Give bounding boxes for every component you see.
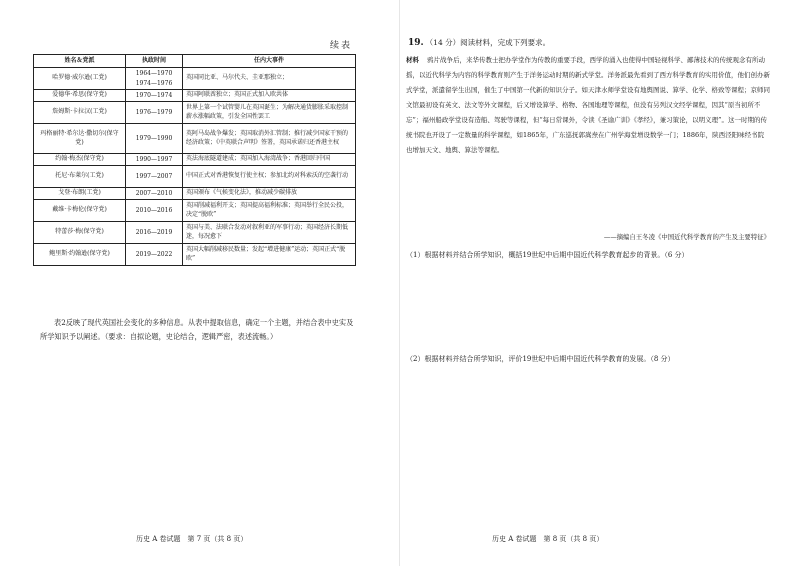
cell-term — [126, 90, 183, 102]
table-row — [34, 222, 356, 244]
term-years: 1990—1997 — [135, 155, 173, 163]
term-years: 1964—1970 — [135, 69, 173, 77]
cell-events: 英国与美、法联合发动对叙利亚的军事行动；英国经济长期低迷，每况愈下 — [183, 222, 356, 244]
material-text: 鸦片战争后，来华传教士把办学堂作为传教的重要手段，西学的涌入也使得中国轻视科学、鄙薄技术的传统观念有所动摇，以近代科学为内容的科学教育则产生于洋务运动时期的新式学堂。洋务派最先看到了西方科学教育的实用价值，他们创办新式学堂，派遣留学生出国，催生了中国第一代新的知识分子。如天津水师学堂设有地舆图说、算学、化学、格致等课程；京师同文馆最初设有英文、法文等外文课程，后又增设算学、格物、各国地理等课程，但没有另列汉文经学课程，因其“原当初所不忘”；福州船政学堂设有造船、驾驶等课程，但“每日常课外，令读《圣谕广训》《孝经》，兼习策论，以明义理”。这一时期的传统书院也开设了一定数量的科学课程，如1865年，广东巡抚郭嵩焘在广州学海堂增设数学一门；1886年，陕西泾阳味经书院也增加天文、地舆、算法等课程。 — [406, 56, 770, 154]
term-years: 2016—2019 — [135, 228, 173, 236]
page-footer-8: 历史 A 卷试题 第 8 页（共 8 页） — [492, 535, 604, 543]
table-row — [34, 188, 356, 200]
events-table — [33, 54, 356, 266]
material-source: ——摘编自王冬凌《中国近代科学教育的产生及主要特征》 — [603, 233, 770, 241]
term-years: 1970—1974 — [135, 91, 173, 99]
material-passage — [406, 53, 770, 158]
cell-term — [126, 68, 183, 90]
cell-name-party: 约翰·梅杰(保守党) — [34, 154, 126, 166]
cell-events: 英国削减福利开支；英国提高福利标准；英国举行全民公投，决定“脱欧” — [183, 200, 356, 222]
cell-name-party: 玛格丽特·希尔达·撒切尔(保守党) — [34, 124, 126, 154]
table-row — [34, 90, 356, 102]
cell-term — [126, 154, 183, 166]
sub-question-2: （2）根据材料并结合所学知识，评价19世纪中后期中国近代科学教育的发展。（8 分） — [406, 355, 675, 363]
cell-events: 英法海底隧道建成；英国加入海湾战争；香港回归中国 — [183, 154, 356, 166]
cell-term — [126, 244, 183, 266]
table-row — [34, 154, 356, 166]
cell-name-party: 詹姆斯·卡拉汉(工党) — [34, 102, 126, 124]
cell-events: 英国颁布《气候变化法》，推动减少碳排放 — [183, 188, 356, 200]
cell-term — [126, 188, 183, 200]
term-years: 1997—2007 — [135, 172, 173, 180]
question-instruction: （14 分）阅读材料，完成下列要求。 — [425, 38, 551, 47]
right-page — [400, 0, 800, 566]
essay-task: 表2反映了现代英国社会变化的多种信息。从表中提取信息，确定一个主题，并结合表中史实及所学知识予以阐述。（要求：自拟论题，史论结合，逻辑严密，表述流畅。） — [40, 318, 354, 341]
cell-name-party: 爱德华·希思(保守党) — [34, 90, 126, 102]
cell-events: 英国同比亚、马尔代夫、圭亚那独立； — [183, 68, 356, 90]
table-row — [34, 244, 356, 266]
term-years: 1976—1979 — [135, 108, 173, 116]
material-label: 材料 — [406, 56, 419, 64]
term-years: 2007—2010 — [135, 189, 173, 197]
cell-term — [126, 124, 183, 154]
header-events: 任内大事件 — [183, 55, 356, 68]
cell-events: 中国正式对香港恢复行使主权；参加北约对科索沃的空袭行动 — [183, 166, 356, 188]
page-footer-7: 历史 A 卷试题 第 7 页（共 8 页） — [136, 535, 248, 543]
table-row — [34, 102, 356, 124]
cell-name-party: 托尼·布莱尔(工党) — [34, 166, 126, 188]
table-row — [34, 166, 356, 188]
term-years: 1974—1976 — [135, 79, 173, 87]
question-19-head — [408, 37, 550, 48]
question-number: 19. — [408, 38, 424, 48]
cell-events: 英国阿联酋独立；英国正式加入欧共体 — [183, 90, 356, 102]
cell-name-party: 戴维·卡梅伦(保守党) — [34, 200, 126, 222]
cell-name-party: 戈登·布朗(工党) — [34, 188, 126, 200]
term-years: 1979—1990 — [135, 134, 173, 142]
cell-name-party: 特蕾莎·梅(保守党) — [34, 222, 126, 244]
cell-name-party: 哈罗德·威尔逊(工党) — [34, 68, 126, 90]
sub-question-1: （1）根据材料并结合所学知识，概括19世纪中后期中国近代科学教育起步的背景。（6 分） — [406, 251, 689, 259]
cell-events: 英阿马岛战争爆发；英国取消外汇管制；推行减少国家干预的经济政策；《中英联合声明》签署，英国承诺归还香港主权 — [183, 124, 356, 154]
term-years: 2019—2022 — [135, 250, 173, 258]
table-row — [34, 124, 356, 154]
cell-term — [126, 222, 183, 244]
header-term: 执政时间 — [126, 55, 183, 68]
cell-events: 世界上第一个试管婴儿在英国诞生；为解决通货膨胀采取控制薪水涨幅政策，引发全国性罢工 — [183, 102, 356, 124]
cell-term — [126, 102, 183, 124]
continued-label: 续表 — [330, 41, 353, 51]
cell-events: 英国大幅削减移民数量；发起“增进健康”运动；英国正式“脱欧” — [183, 244, 356, 266]
cell-name-party: 鲍里斯·约翰逊(保守党) — [34, 244, 126, 266]
table-header-row — [34, 55, 356, 68]
cell-term — [126, 200, 183, 222]
table-body — [34, 68, 356, 266]
header-name-party: 姓名＆党派 — [34, 55, 126, 68]
table-row — [34, 68, 356, 90]
table-row — [34, 200, 356, 222]
cell-term — [126, 166, 183, 188]
term-years: 2010—2016 — [135, 206, 173, 214]
